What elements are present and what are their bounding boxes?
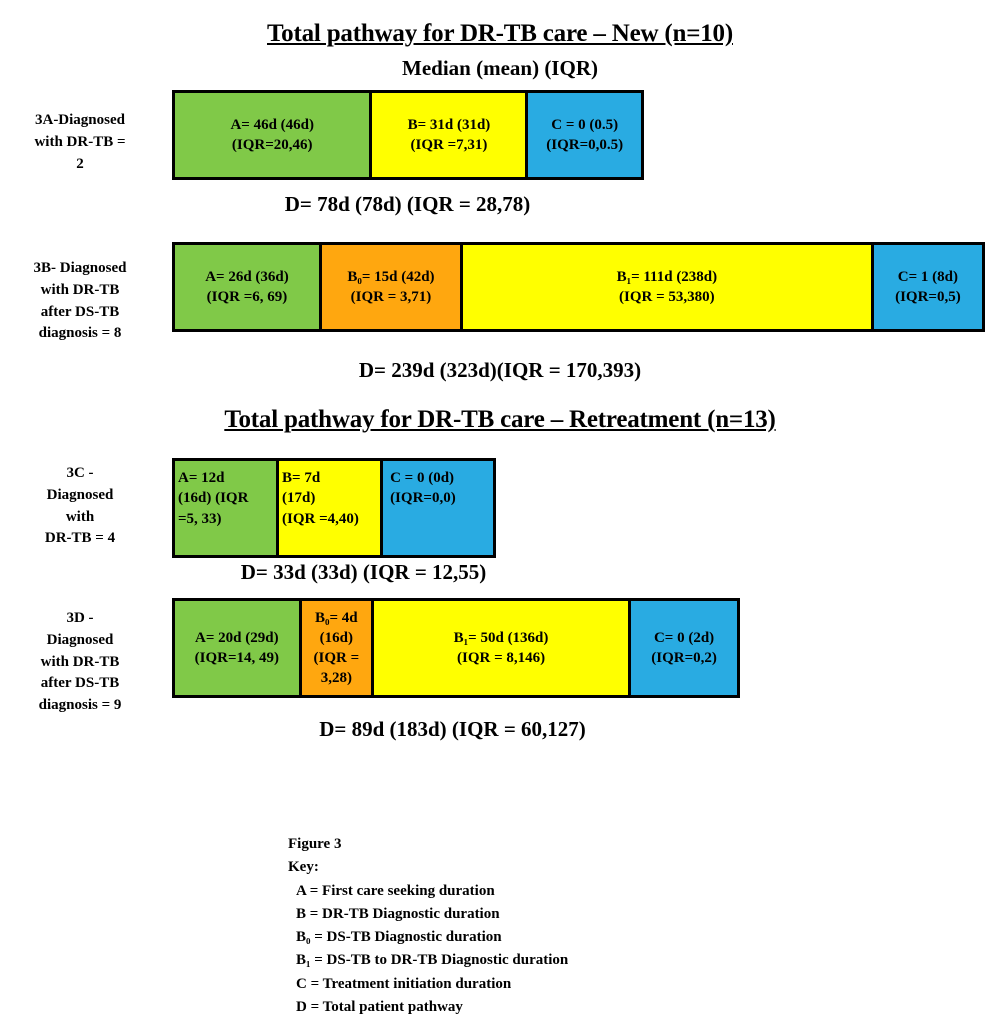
section-subtitle-median: Median (mean) (IQR) xyxy=(402,56,598,80)
total-3a: D= 78d (78d) (IQR = 28,78) xyxy=(284,192,531,216)
bar-3b-segment-b0-line-1: B₀= 15d (42d) xyxy=(347,268,435,285)
row-label-3d-line-2: Diagnosed xyxy=(46,631,114,648)
row-label-3d xyxy=(0,608,160,717)
key-entry-d: D = Total patient pathway xyxy=(296,998,463,1015)
figure-number: Figure 3 xyxy=(288,836,342,852)
row-label-3c-line-3: with xyxy=(65,508,95,525)
bar-3d-segment-b0-line-2: (16d) xyxy=(319,629,353,646)
bar-3a-segment-c[interactable] xyxy=(528,93,641,177)
row-label-3d-line-3: with DR-TB xyxy=(40,653,120,670)
bar-3b-segment-b1-line-1: B₁= 111d (238d) xyxy=(616,268,718,285)
figure-key xyxy=(288,833,568,1019)
row-label-3a-line-2: with DR-TB = xyxy=(34,133,126,150)
bar-3b xyxy=(172,242,985,332)
row-label-3b-line-3: after DS-TB xyxy=(40,303,120,320)
bar-3c-segment-a-line-1: A= 12d xyxy=(178,470,225,486)
row-label-3a-line-3: 2 xyxy=(76,155,84,172)
bar-3a-segment-a-line-2: (IQR=20,46) xyxy=(231,137,313,153)
bar-3a-segment-b-line-2: (IQR =7,31) xyxy=(410,137,488,153)
row-label-3c-line-1: 3C - xyxy=(66,465,94,481)
row-label-3b-line-1: 3B- Diagnosed xyxy=(33,260,127,276)
bar-3b-segment-b1[interactable] xyxy=(463,245,874,329)
bar-3c-segment-b-line-3: (IQR =4,40) xyxy=(282,510,359,527)
bar-3c-segment-b[interactable] xyxy=(279,461,383,555)
key-heading: Key: xyxy=(288,859,319,876)
bar-3b-segment-a-line-1: A= 26d (36d) xyxy=(205,268,289,285)
row-label-3d-line-4: after DS-TB xyxy=(40,675,120,692)
bar-3a-segment-b[interactable] xyxy=(372,93,528,177)
bar-3a xyxy=(172,90,644,180)
bar-3d-segment-a-line-2: (IQR=14, 49) xyxy=(194,650,280,666)
bar-3c-segment-c-line-2: (IQR=0,0) xyxy=(390,490,456,507)
bar-3c-segment-a-line-3: =5, 33) xyxy=(178,510,222,527)
bar-3a-segment-c-line-1: C = 0 (0.5) xyxy=(551,116,619,133)
key-entry-c: C = Treatment initiation duration xyxy=(296,975,512,992)
bar-3d-segment-c-line-1: C= 0 (2d) xyxy=(653,629,715,646)
bar-3b-segment-a-line-2: (IQR =6, 69) xyxy=(206,289,288,305)
total-3d: D= 89d (183d) (IQR = 60,127) xyxy=(319,717,586,741)
bar-3c-segment-c-line-1: C = 0 (0d) xyxy=(390,470,455,486)
bar-3c-segment-b-line-2: (17d) xyxy=(282,490,316,507)
row-label-3a-line-1: 3A-Diagnosed xyxy=(34,112,125,128)
bar-3d-segment-b1-line-2: (IQR = 8,146) xyxy=(456,650,546,666)
key-entry-b: B = DR-TB Diagnostic duration xyxy=(296,905,500,922)
bar-3d xyxy=(172,598,740,698)
bar-3a-segment-b-line-1: B= 31d (31d) xyxy=(407,116,491,133)
bar-3d-segment-c[interactable] xyxy=(631,601,737,695)
key-entry-b0: B₀ = DS-TB Diagnostic duration xyxy=(296,929,502,945)
row-label-3b-line-2: with DR-TB xyxy=(40,281,120,298)
bar-3a-segment-c-line-2: (IQR=0,0.5) xyxy=(546,137,624,153)
key-entry-b1: B₁ = DS-TB to DR-TB Diagnostic duration xyxy=(296,952,569,969)
bar-3d-segment-b0-line-4: 3,28) xyxy=(320,670,352,687)
row-label-3b-line-4: diagnosis = 8 xyxy=(38,325,122,342)
bar-3d-segment-b1-line-1: B₁= 50d (136d) xyxy=(453,629,549,646)
bar-3c-segment-c[interactable] xyxy=(383,461,493,555)
bar-3a-segment-a[interactable] xyxy=(175,93,372,177)
row-label-3c-line-4: DR-TB = 4 xyxy=(44,530,116,547)
row-label-3c-line-2: Diagnosed xyxy=(46,486,114,503)
bar-3d-segment-b0-line-3: (IQR = xyxy=(313,650,360,666)
section-title-new: Total pathway for DR-TB care – New (n=10) xyxy=(267,20,733,47)
bar-3b-segment-b1-line-2: (IQR = 53,380) xyxy=(619,289,715,305)
row-label-3d-line-5: diagnosis = 9 xyxy=(38,697,122,713)
bar-3d-segment-b0-line-1: B₀= 4d xyxy=(314,609,358,626)
row-label-3d-line-1: 3D - xyxy=(66,610,94,626)
bar-3c-segment-b-line-1: B= 7d xyxy=(282,470,321,486)
bar-3b-segment-b0[interactable] xyxy=(322,245,463,329)
bar-3b-segment-a[interactable] xyxy=(175,245,322,329)
bar-3b-segment-c-line-1: C= 1 (8d) xyxy=(897,268,959,285)
total-3b: D= 239d (323d)(IQR = 170,393) xyxy=(358,358,642,382)
bar-3d-segment-b0[interactable] xyxy=(302,601,374,695)
bar-3d-segment-b1[interactable] xyxy=(374,601,631,695)
bar-3b-segment-c-line-2: (IQR=0,5) xyxy=(895,289,961,305)
bar-3d-segment-a[interactable] xyxy=(175,601,302,695)
row-label-3a xyxy=(0,110,160,175)
bar-3a-segment-a-line-1: A= 46d (46d) xyxy=(230,116,314,133)
section-title-retreatment: Total pathway for DR-TB care – Retreatment (n=13) xyxy=(224,406,776,433)
bar-3d-segment-a-line-1: A= 20d (29d) xyxy=(195,629,279,646)
key-entry-a: A = First care seeking duration xyxy=(296,882,495,899)
bar-3d-segment-c-line-2: (IQR=0,2) xyxy=(651,650,717,666)
row-label-3b xyxy=(0,258,160,345)
bar-3b-segment-c[interactable] xyxy=(874,245,982,329)
row-label-3c xyxy=(0,463,160,550)
bar-3b-segment-b0-line-2: (IQR = 3,71) xyxy=(350,289,432,305)
total-3c: D= 33d (33d) (IQR = 12,55) xyxy=(240,560,487,584)
bar-3c xyxy=(172,458,496,558)
bar-3c-segment-a-line-2: (16d) (IQR xyxy=(178,490,249,507)
bar-3c-segment-a[interactable] xyxy=(175,461,279,555)
